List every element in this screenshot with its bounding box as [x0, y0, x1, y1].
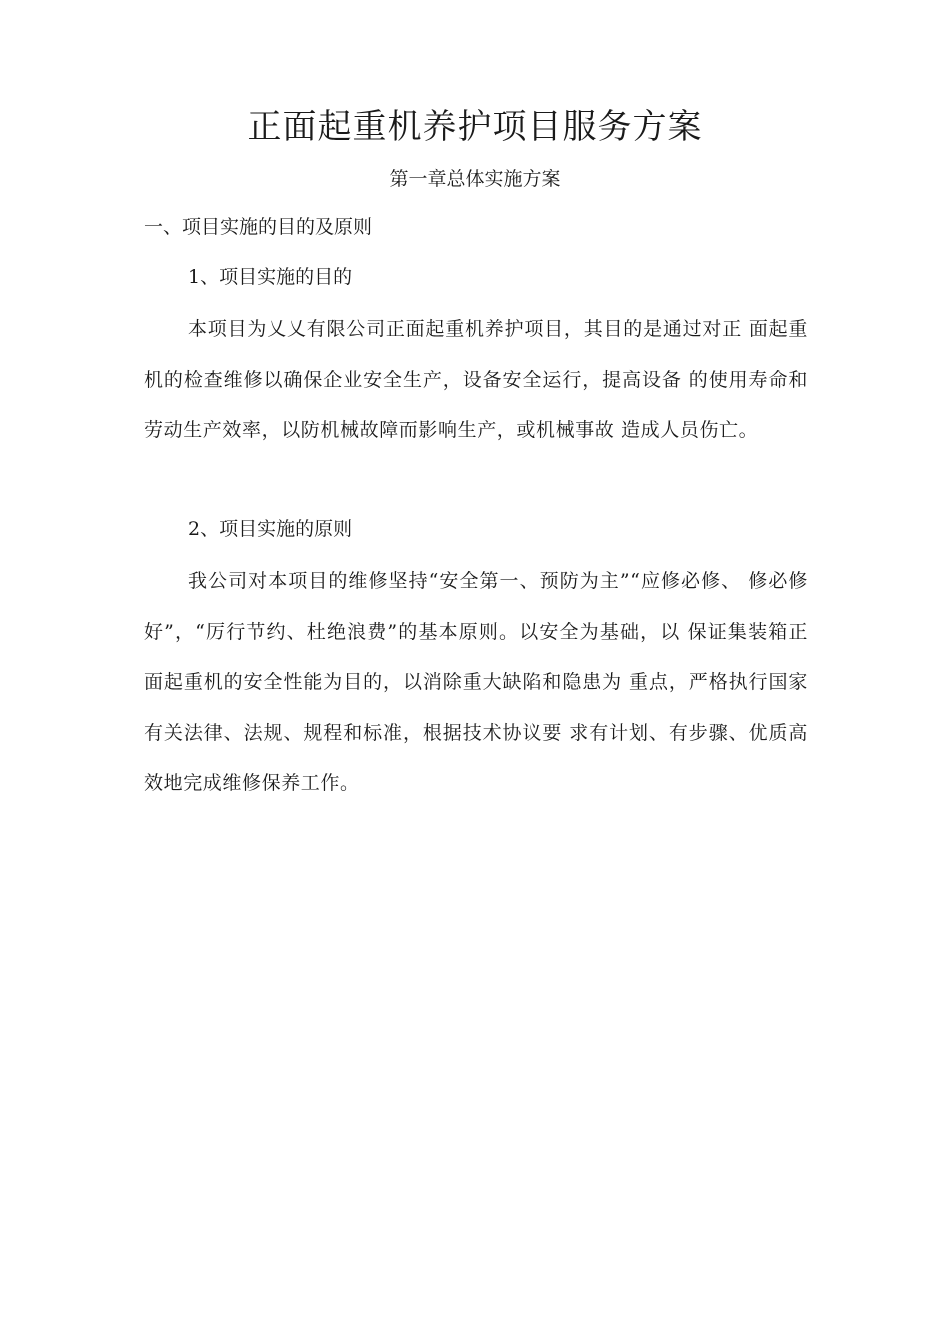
chapter-heading: 第一章总体实施方案 — [389, 168, 561, 190]
paragraph-principles: 我公司对本项目的维修坚持“安全第一、预防为主”“应修必修、 修必修好”，“厉行节约、杜绝浪费”的基本原则。以安全为基础，以 保证集装箱正面起重机的安全性能为目的，以消除重大缺陷和隐患为 重点，严格执行国家有关法律、法规、规程和标准，根据技术协议要 求有计划、有步骤、优质高效地完成维修保养工作。 — [144, 570, 808, 794]
subsection-heading-principles: 2、项目实施的原则 — [188, 518, 353, 540]
subsection-heading-purpose: 1、项目实施的目的 — [188, 266, 353, 288]
section-heading: 一、项目实施的目的及原则 — [144, 216, 373, 238]
paragraph-purpose: 本项目为乂乂有限公司正面起重机养护项目，其目的是通过对正 面起重机的检查维修以确保企业安全生产，设备安全运行，提高设备 的使用寿命和劳动生产效率，以防机械故障而影响生产，或机械事故 造成人员伤亡。 — [144, 318, 808, 441]
document-title: 正面起重机养护项目服务方案 — [247, 107, 703, 147]
